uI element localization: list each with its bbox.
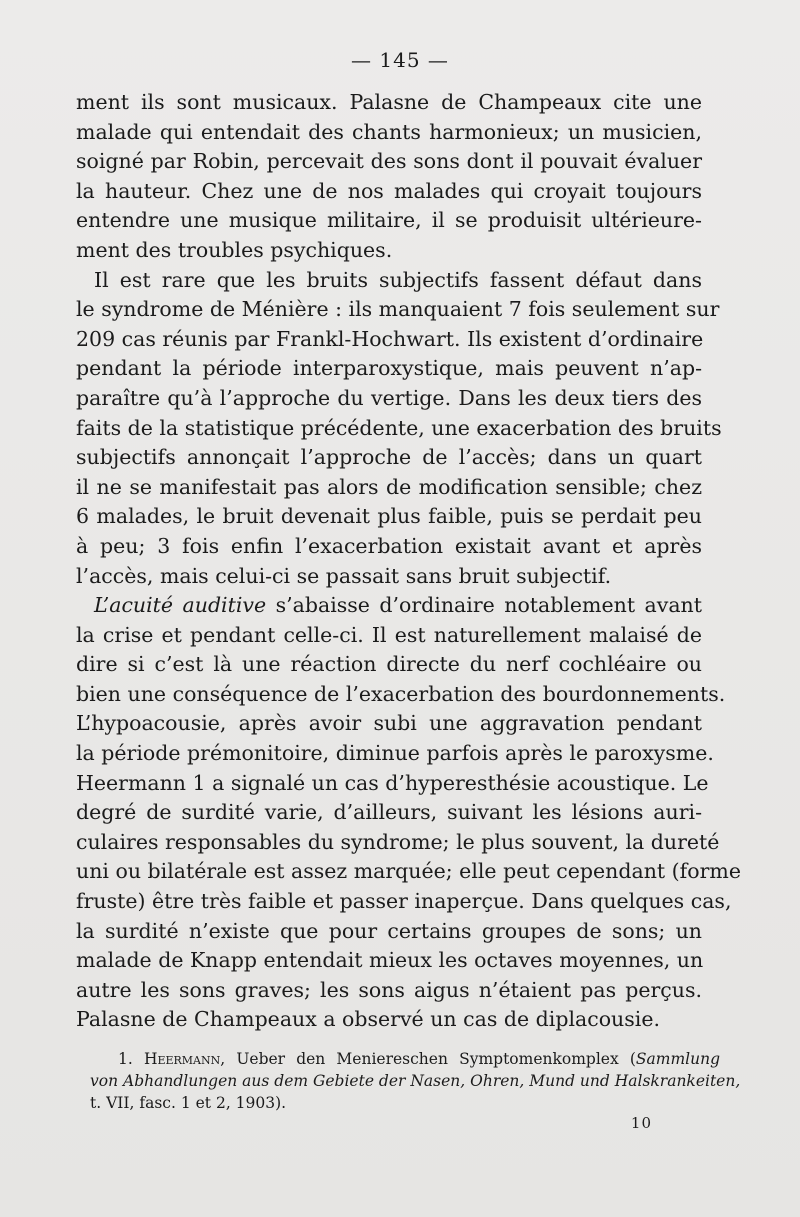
text-line: 6 malades, le bruit devenait plus faible, puis se perdait peu [76, 504, 702, 529]
text-line: soigné par Robin, percevait des sons dont il pouvait évaluer [76, 149, 702, 174]
text-line: uni ou bilatérale est assez marquée; elle peut cependant (forme [76, 859, 741, 884]
text-line: l’accès, mais celui-ci se passait sans bruit subjectif. [76, 563, 612, 588]
text-line: pendant la période interparoxystique, mais peuvent n’ap- [76, 356, 702, 381]
text-line: la crise et pendant celle-ci. Il est naturellement malaisé de [76, 622, 702, 647]
body-text [76, 88, 741, 1035]
text-line: malade de Knapp entendait mieux les octaves moyennes, un [76, 948, 704, 973]
text-line: Il est rare que les bruits subjectifs fassent défaut dans [94, 267, 702, 292]
signature-mark: 10 [630, 1114, 652, 1132]
text-line: malade qui entendait des chants harmonieux; un musicien, [76, 119, 702, 144]
footnote-line [90, 1048, 720, 1070]
footnote-author: Heermann [143, 1050, 221, 1068]
text-line: il ne se manifestait pas alors de modification sensible; chez [76, 474, 702, 499]
text-line: faits de la statistique précédente, une exacerbation des bruits [76, 415, 722, 440]
footnote [90, 1048, 741, 1114]
footnote-italic: Sammlung [635, 1050, 720, 1068]
text-line: le syndrome de Ménière : ils manquaient 7 fois seulement sur [76, 297, 720, 322]
text-line: la surdité n’existe que pour certains groupes de sons; un [76, 918, 702, 943]
footnote-text: , Ueber den Meniereschen Symptomenkomplex ( [220, 1050, 636, 1068]
text-run: s’abaisse d’ordinaire notablement avant [266, 593, 702, 618]
text-line: la période prémonitoire, diminue parfois après le paroxysme. [76, 741, 714, 766]
text-line: fruste) être très faible et passer inaperçue. Dans quelques cas, [76, 889, 732, 914]
text-line: paraître qu’à l’approche du vertige. Dans les deux tiers des [76, 385, 702, 410]
text-line: ment ils sont musicaux. Palasne de Champeaux cite une [76, 90, 702, 114]
text-line: degré de surdité varie, d’ailleurs, suivant les lésions auri- [76, 800, 702, 825]
text-line: 209 cas réunis par Frankl-Hochwart. Ils existent d’ordinaire [76, 326, 704, 351]
italic-prefix: L’ [94, 593, 110, 618]
text-line: L’hypoacousie, après avoir subi une aggravation pendant [76, 711, 702, 736]
text-line [76, 591, 702, 621]
text-line: Heermann 1 a signalé un cas d’hyperesthésie acoustique. Le [76, 770, 709, 795]
text-line: culaires responsables du syndrome; le plus souvent, la dureté [76, 829, 720, 854]
text-line: entendre une musique militaire, il se produisit ultérieure- [76, 208, 702, 233]
text-line: la hauteur. Chez une de nos malades qui croyait toujours [76, 178, 702, 203]
page-number: — 145 — [351, 48, 449, 72]
text-line: autre les sons graves; les sons aigus n’étaient pas perçus. [76, 977, 702, 1002]
italic-term: acuité auditive [109, 593, 267, 618]
text-line: à peu; 3 fois enfin l’exacerbation existait avant et après [76, 533, 702, 558]
text-line: dire si c’est là une réaction directe du nerf cochléaire ou [76, 652, 702, 677]
text-line: Palasne de Champeaux a observé un cas de diplacousie. [76, 1007, 660, 1032]
footnote-line: von Abhandlungen aus dem Gebiete der Nasen, Ohren, Mund und Halskrankeiten, [90, 1072, 741, 1090]
text-line: ment des troubles psychiques. [76, 237, 393, 262]
footnote-marker: 1. [118, 1050, 144, 1068]
text-line: bien une conséquence de l’exacerbation des bourdonnements. [76, 681, 726, 706]
text-line: subjectifs annonçait l’approche de l’accès; dans un quart [76, 445, 702, 470]
footnote-line: t. VII, fasc. 1 et 2, 1903). [90, 1094, 287, 1112]
